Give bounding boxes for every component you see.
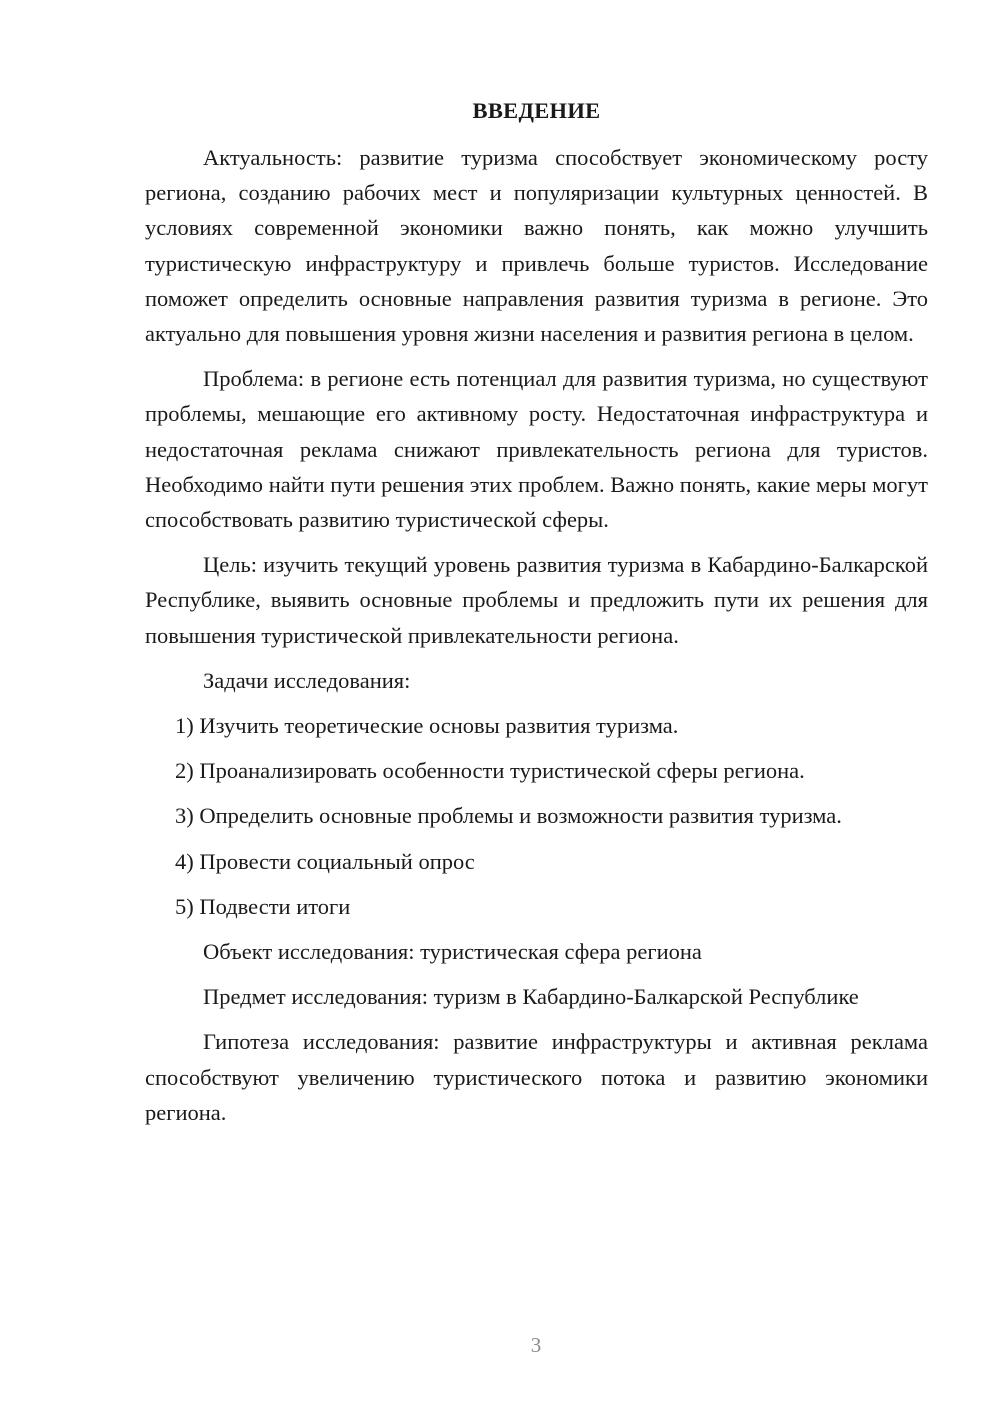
page-content — [145, 96, 928, 1140]
task-item: 2) Проанализировать особенности туристической сферы региона. — [175, 758, 805, 784]
tasks-list — [145, 708, 928, 924]
tasks-intro: Задачи исследования: — [203, 667, 411, 693]
problem-paragraph: Проблема: в регионе есть потенциал для развития туризма, но существуют проблемы, мешающие его активному росту. Недостаточная инфраструктура и недостаточная реклама снижают привлекательность региона для туристов. Необходимо найти пути решения этих проблем. Важно понять, какие меры могут способствовать развитию туристической сферы. — [145, 366, 928, 533]
task-item: 1) Изучить теоретические основы развития туризма. — [175, 713, 679, 739]
task-item: 4) Провести социальный опрос — [175, 848, 475, 874]
page-number: 3 — [530, 1333, 542, 1357]
goal-paragraph: Цель: изучить текущий уровень развития туризма в Кабардино-Балкарской Республике, выявить основные проблемы и предложить пути их решения для повышения туристической привлекательности региона. — [145, 552, 928, 648]
section-heading: ВВЕДЕНИЕ — [472, 98, 601, 123]
hypothesis-paragraph: Гипотеза исследования: развитие инфраструктуры и активная реклама способствуют увеличению туристического потока и развитию экономики региона. — [145, 1029, 928, 1125]
subject-paragraph: Предмет исследования: туризм в Кабардино-Балкарской Республике — [203, 984, 859, 1010]
relevance-paragraph: Актуальность: развитие туризма способствует экономическому росту региона, созданию рабочих мест и популяризации культурных ценностей. В условиях современной экономики важно понять, как можно улучшить туристическую инфраструктуру и привлечь больше туристов. Исследование поможет определить основные направления развития туризма в регионе. Это актуально для повышения уровня жизни населения и развития региона в целом. — [145, 145, 928, 347]
task-item: 3) Определить основные проблемы и возможности развития туризма. — [175, 803, 842, 829]
object-paragraph: Объект исследования: туристическая сфера региона — [203, 939, 702, 965]
task-item: 5) Подвести итоги — [175, 893, 351, 919]
